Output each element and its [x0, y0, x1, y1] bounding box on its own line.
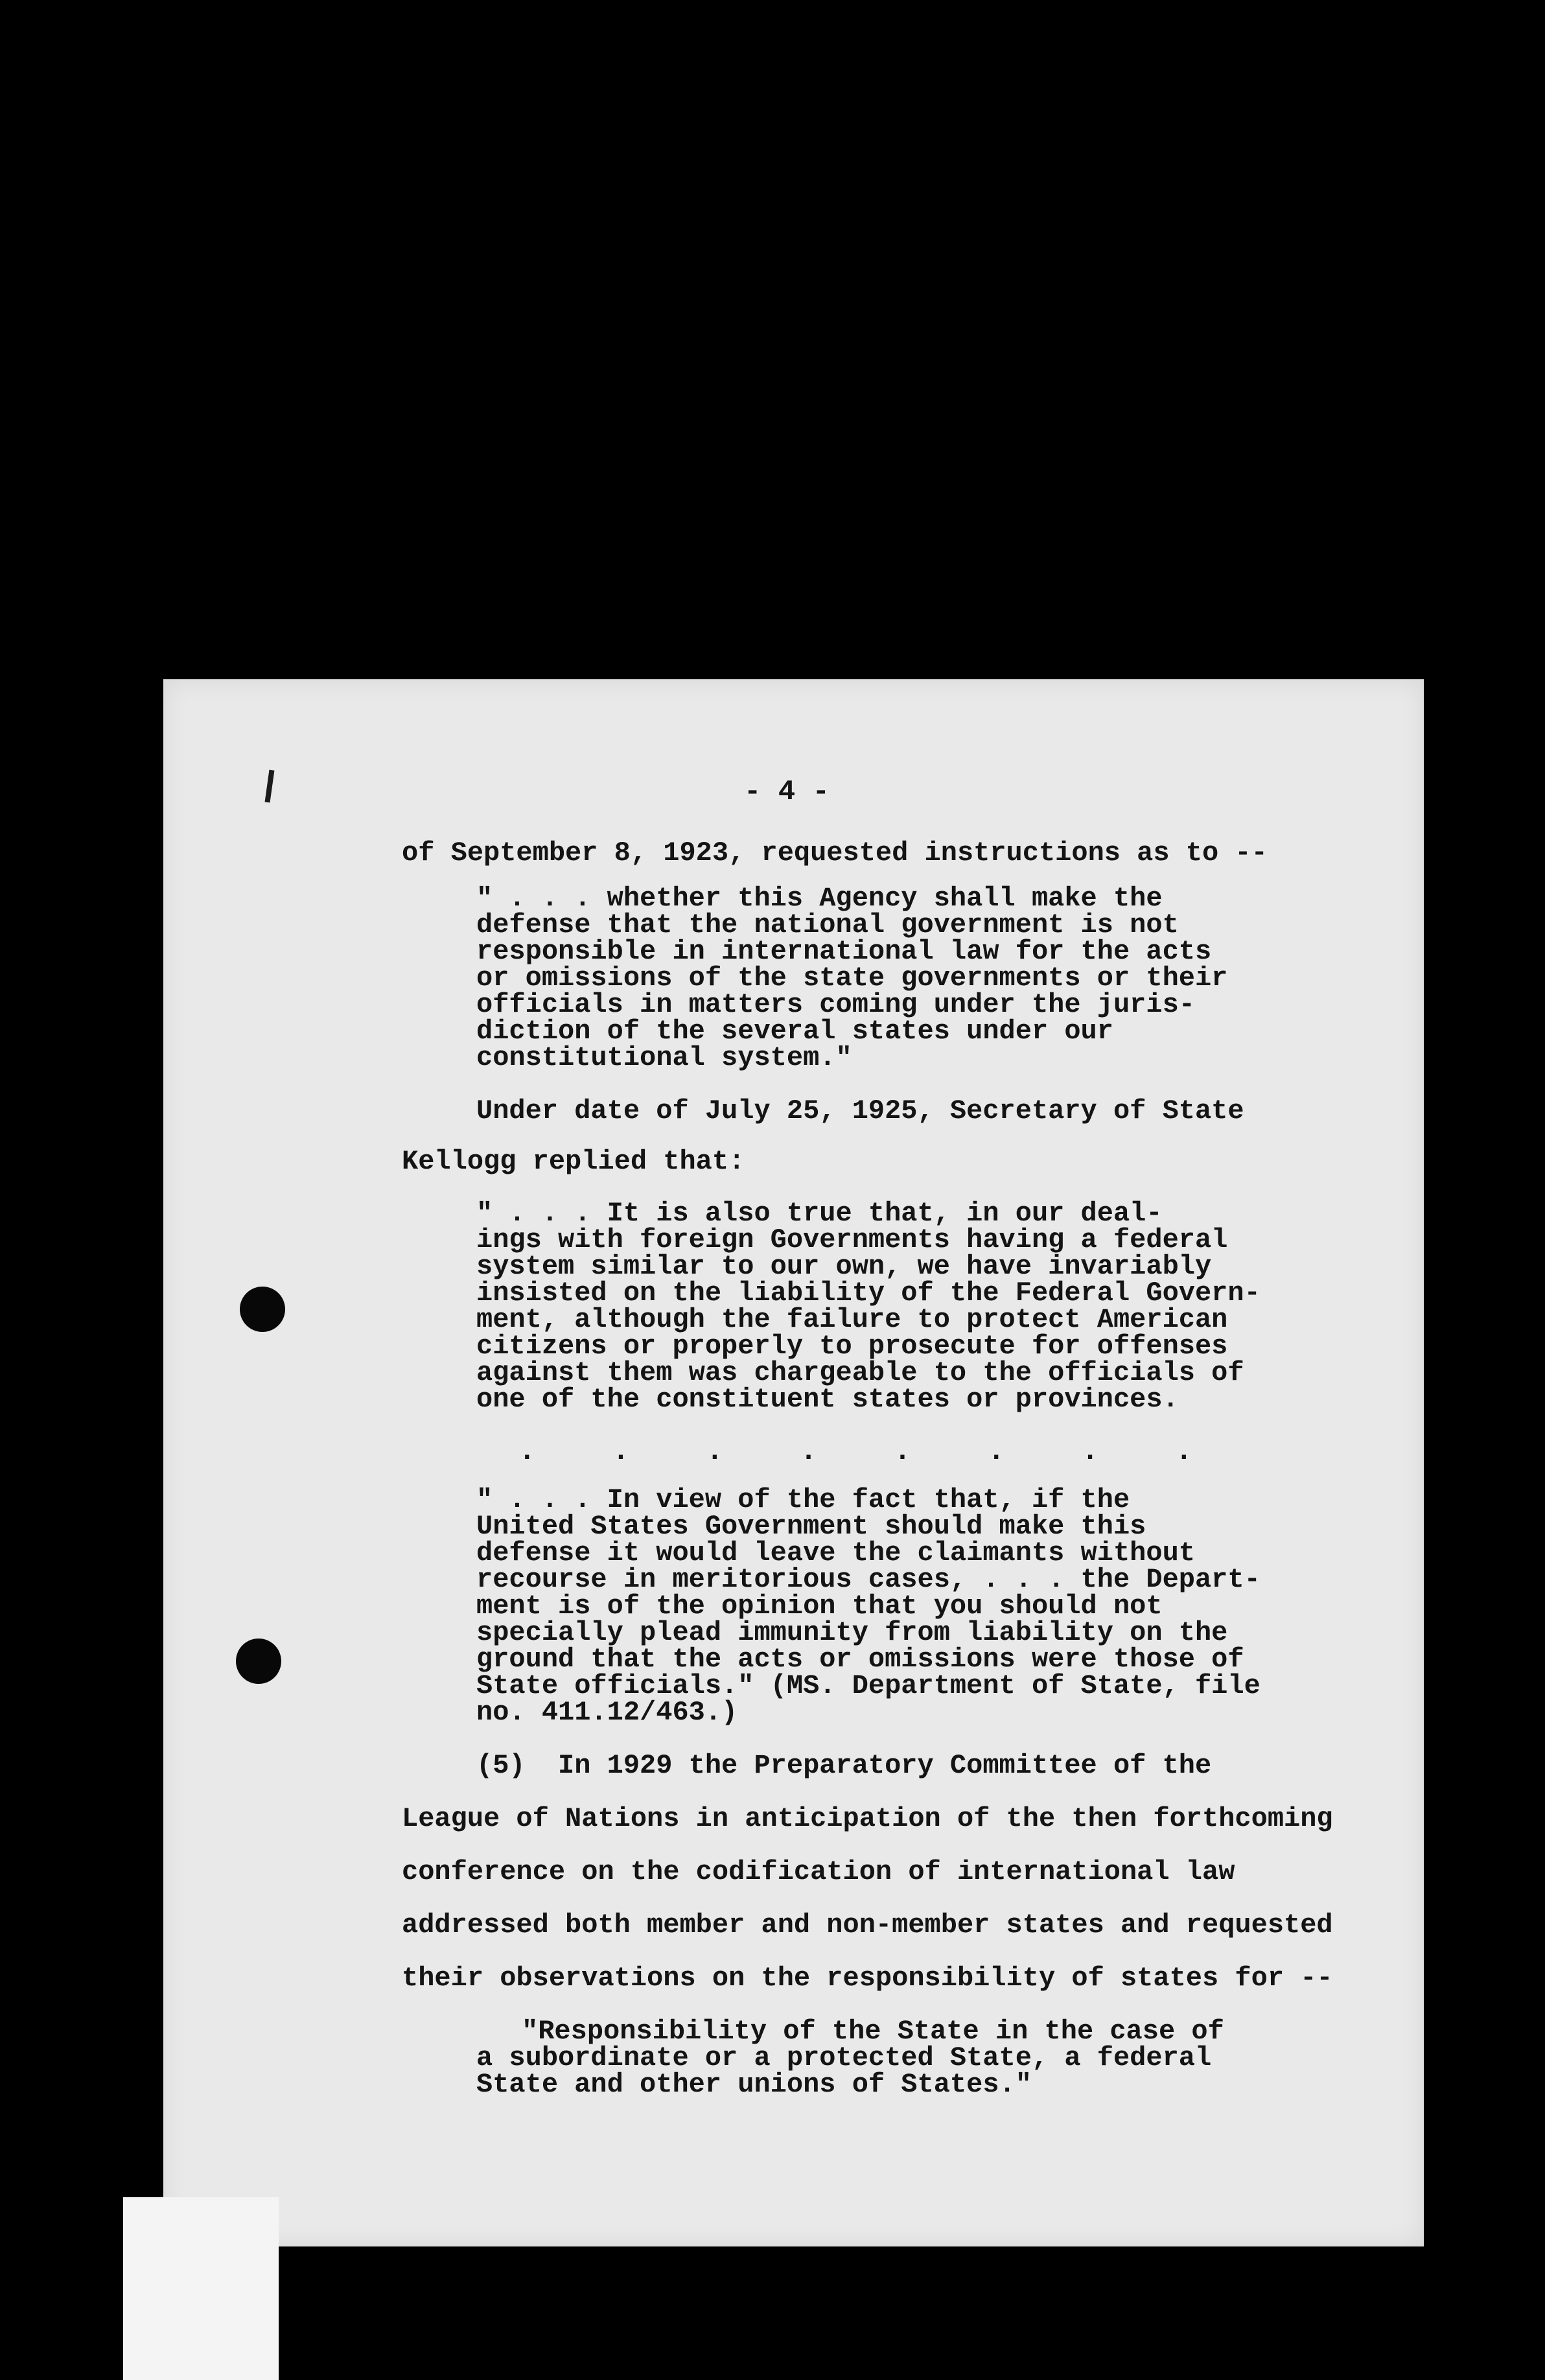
quote-line: or omissions of the state governments or their	[476, 962, 1228, 994]
quote-line: against them was chargeable to the officials of	[476, 1357, 1244, 1388]
quote-line: defense that the national government is not	[476, 909, 1179, 940]
text-line: League of Nations in anticipation of the then forthcoming	[402, 1803, 1333, 1834]
quote-line: one of the constituent states or provinces.	[476, 1384, 1179, 1415]
quote-line: responsible in international law for the acts	[476, 936, 1212, 967]
quote-line: " . . . whether this Agency shall make the	[476, 883, 1163, 914]
text-line: addressed both member and non-member states and requested	[402, 1909, 1333, 1941]
text-line: of September 8, 1923, requested instructions as to --	[402, 837, 1268, 869]
text-line: (5) In 1929 the Preparatory Committee of the	[476, 1750, 1212, 1781]
quote-line: State officials." (MS. Department of State, file	[476, 1670, 1260, 1701]
quote-line: a subordinate or a protected State, a federal	[476, 2042, 1212, 2073]
text-line: conference on the codification of international law	[402, 1856, 1235, 1887]
quote-line: "Responsibility of the State in the case of	[522, 2016, 1224, 2047]
quote-line: ment is of the opinion that you should not	[476, 1591, 1163, 1622]
text-line: Kellogg replied that:	[402, 1146, 745, 1177]
film-edge-tab	[123, 2197, 279, 2380]
punch-hole	[240, 1287, 285, 1332]
quote-line: " . . . In view of the fact that, if the	[476, 1484, 1130, 1515]
quote-line: recourse in meritorious cases, . . . the Depart-	[476, 1564, 1260, 1595]
quote-line: State and other unions of States."	[476, 2069, 1032, 2100]
ellipsis-row: . . . . . . . .	[518, 1436, 1223, 1468]
quote-line: defense it would leave the claimants without	[476, 1537, 1195, 1569]
quote-line: ment, although the failure to protect American	[476, 1304, 1228, 1335]
quote-line: officials in matters coming under the juris-	[476, 989, 1195, 1020]
quote-line: United States Government should make this	[476, 1511, 1146, 1542]
quote-line: " . . . It is also true that, in our deal-	[476, 1198, 1163, 1229]
quote-line: citizens or properly to prosecute for offenses	[476, 1331, 1228, 1362]
quote-line: ground that the acts or omissions were those of	[476, 1644, 1244, 1675]
text-line: their observations on the responsibility of states for --	[402, 1963, 1333, 1994]
quote-line: no. 411.12/463.)	[476, 1697, 738, 1728]
text-line: Under date of July 25, 1925, Secretary of State	[476, 1095, 1244, 1126]
quote-line: ings with foreign Governments having a federal	[476, 1224, 1228, 1255]
page-number: - 4 -	[744, 776, 830, 808]
quote-line: insisted on the liability of the Federal Govern-	[476, 1278, 1260, 1309]
quote-line: specially plead immunity from liability on the	[476, 1617, 1228, 1648]
punch-hole	[236, 1639, 281, 1684]
quote-line: system similar to our own, we have invariably	[476, 1251, 1212, 1282]
quote-line: diction of the several states under our	[476, 1016, 1113, 1047]
quote-line: constitutional system."	[476, 1042, 852, 1073]
